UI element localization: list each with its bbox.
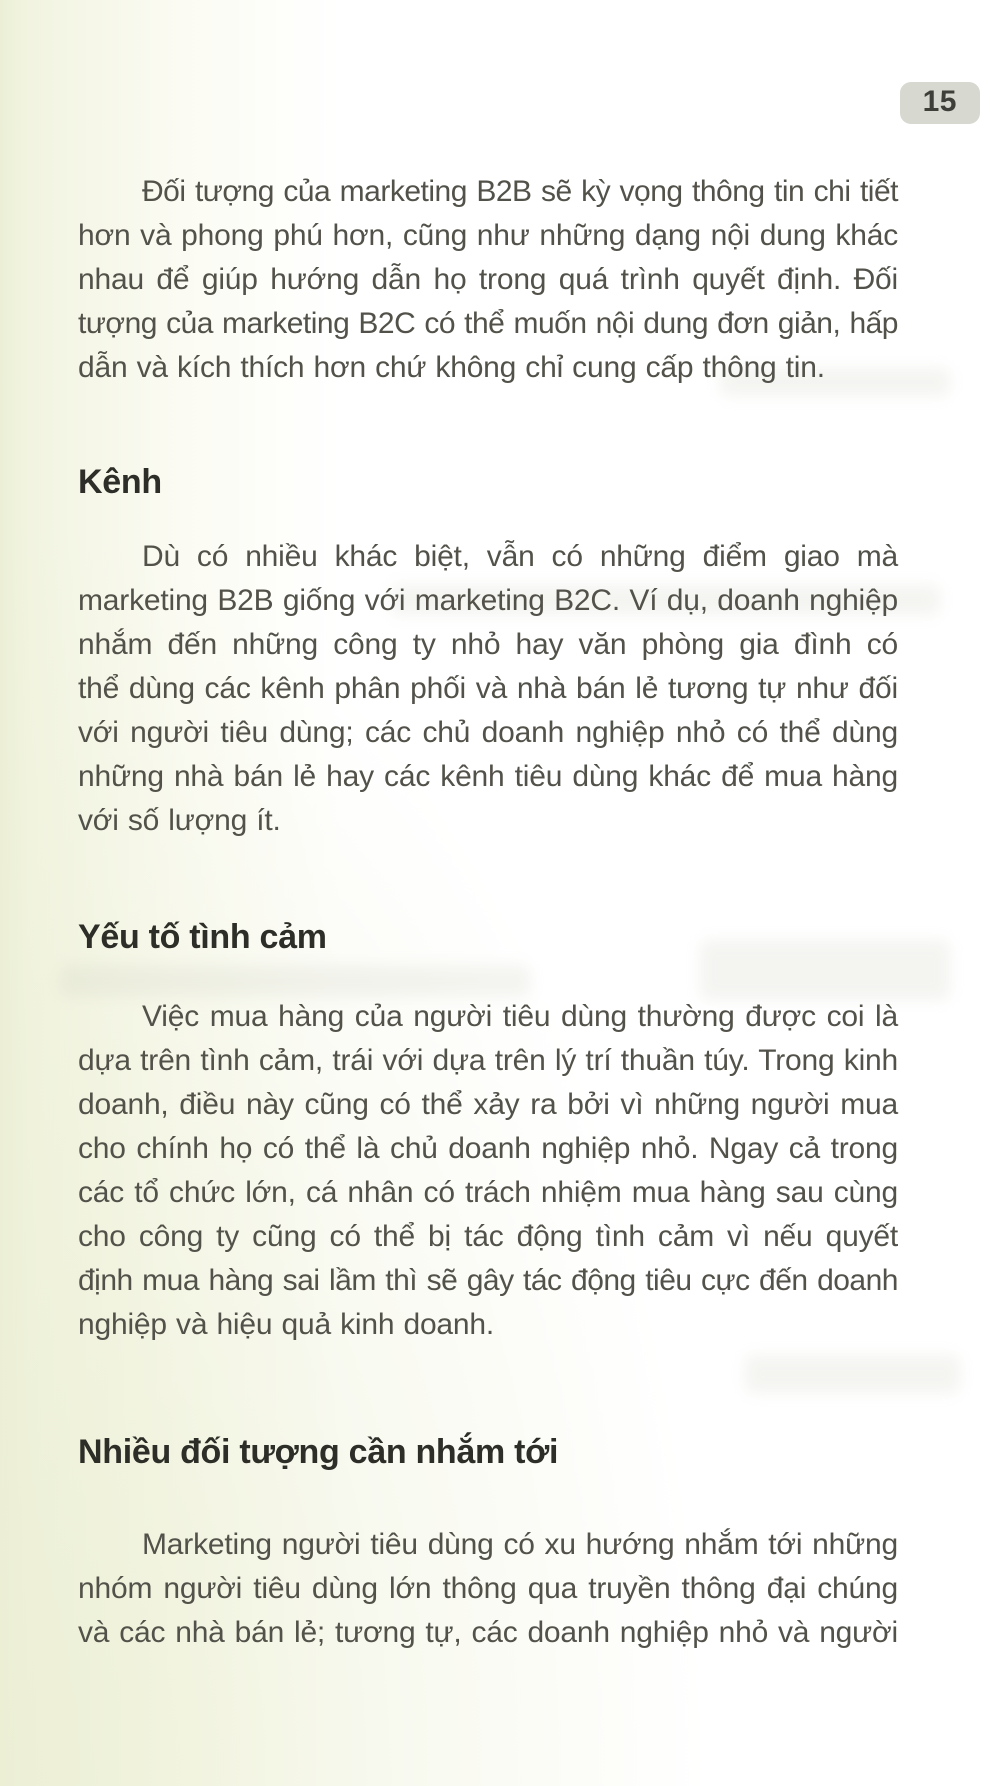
section-heading-yeu-to-tinh-cam: Yếu tố tình cảm bbox=[78, 918, 327, 956]
section-heading-nhieu-doi-tuong: Nhiều đối tượng cần nhắm tới bbox=[78, 1433, 559, 1471]
paragraph-emotional-factor: Việc mua hàng của người tiêu dùng thường được coi là dựa trên tình cảm, trái với dựa trên lý trí thuần túy. Trong kinh doanh, điều này cũng có thể xảy ra bởi vì những người mua cho chính họ có thể là chủ doanh nghiệp nhỏ. Ngay cả trong các tổ chức lớn, cá nhân có trách nhiệm mua hàng sau cùng cho công ty cũng có thể bị tác động tình cảm vì nếu quyết định mua hàng sai lầm thì sẽ gây tác động tiêu cực đến doanh nghiệp và hiệu quả kinh doanh. bbox=[78, 1000, 898, 1341]
page-number-badge: 15 bbox=[900, 82, 980, 124]
paragraph-intro-b2b-expectations: Đối tượng của marketing B2B sẽ kỳ vọng thông tin chi tiết hơn và phong phú hơn, cũng như những dạng nội dung khác nhau để giúp hướng dẫn họ trong quá trình quyết định. Đối tượng của marketing B2C có thể muốn nội dung đơn giản, hấp dẫn và kích thích hơn chứ không chỉ cung cấp thông tin. bbox=[78, 175, 898, 384]
page-content bbox=[78, 0, 898, 1655]
paragraph-channels: Dù có nhiều khác biệt, vẫn có những điểm giao mà marketing B2B giống với marketing B2C. Ví dụ, doanh nghiệp nhắm đến những công ty nhỏ hay văn phòng gia đình có thể dùng các kênh phân phối và nhà bán lẻ tương tự như đối với người tiêu dùng; các chủ doanh nghiệp nhỏ có thể dùng những nhà bán lẻ hay các kênh tiêu dùng khác để mua hàng với số lượng ít. bbox=[78, 540, 898, 837]
section-heading-kenh: Kênh bbox=[78, 463, 162, 501]
paragraph-multiple-audiences: Marketing người tiêu dùng có xu hướng nhắm tới những nhóm người tiêu dùng lớn thông qua truyền thông đại chúng và các nhà bán lẻ; tương tự, các doanh nghiệp nhỏ và người bbox=[78, 1528, 898, 1649]
